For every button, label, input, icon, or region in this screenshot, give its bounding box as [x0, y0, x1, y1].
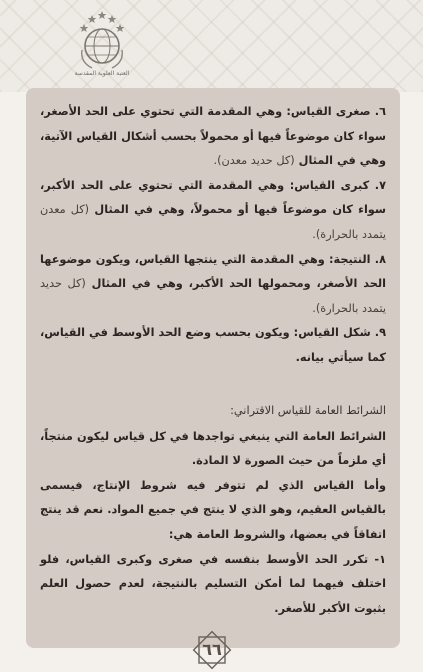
- emblem-logo: [70, 4, 134, 76]
- body-paragraph: ١- تكرر الحد الأوسط بنفسه في صغرى وكبرى القياس، فلو اختلف فيهما لما أمكن التسليم بالنتيجة، لعدم حصول العلم بثبوت الأكبر للأصغر.: [40, 552, 386, 615]
- list-item: [40, 321, 386, 370]
- list-item: [40, 100, 386, 174]
- logo-caption: العتبة العلوية المقدسة: [74, 70, 130, 77]
- list-item: [40, 248, 386, 322]
- spacer: [40, 371, 386, 385]
- item-text: ٩. شكل القياس: ويكون بحسب وضع الحد الأوسط في القياس، كما سيأتي بيانه.: [40, 326, 386, 364]
- item-example: (كل حديد يتمدد بالحرارة).: [40, 277, 386, 315]
- item-example: (كل معدن يتمدد بالحرارة).: [40, 203, 386, 241]
- page-number: ٦٦: [202, 640, 222, 659]
- item-example: (كل حديد معدن).: [213, 154, 295, 168]
- body-paragraph: الشرائط العامة التي ينبغي تواجدها في كل قياس ليكون منتجاً، أي ملزماً من حيث الصورة لا المادة.: [40, 429, 386, 468]
- item-text: ٧. كبرى القياس: وهي المقدمة التي تحتوي على الحد الأكبر، سواء كان موضوعاً فيها أو محمولاً، وهي في المثال: [40, 178, 387, 217]
- section-title: الشرائط العامة للقياس الاقتراني:: [230, 403, 386, 417]
- decorative-header-band: [0, 0, 423, 92]
- list-item: [40, 174, 386, 248]
- content-card: [26, 88, 400, 648]
- item-text: ٨. النتيجة: وهي المقدمة التي ينتجها القياس، ويكون موضوعها الحد الأصغر، ومحمولها الحد الأكبر، وهي في المثال: [40, 252, 386, 291]
- item-text: ٦. صغرى القياس: وهي المقدمة التي تحتوي على الحد الأصغر، سواء كان موضوعاً فيها أو محمولاً بحسب أشكال القياس الآتية، وهي في المثال: [40, 105, 386, 168]
- body-paragraph: وأما القياس الذي لم تتوفر فيه شروط الإنتاج، فيسمى بالقياس العقيم، وهو الذي لا ينتج في جميع المواد. نعم قد ينتج اتفاقاً في بعضها، والشروط العامة هي:: [40, 478, 386, 541]
